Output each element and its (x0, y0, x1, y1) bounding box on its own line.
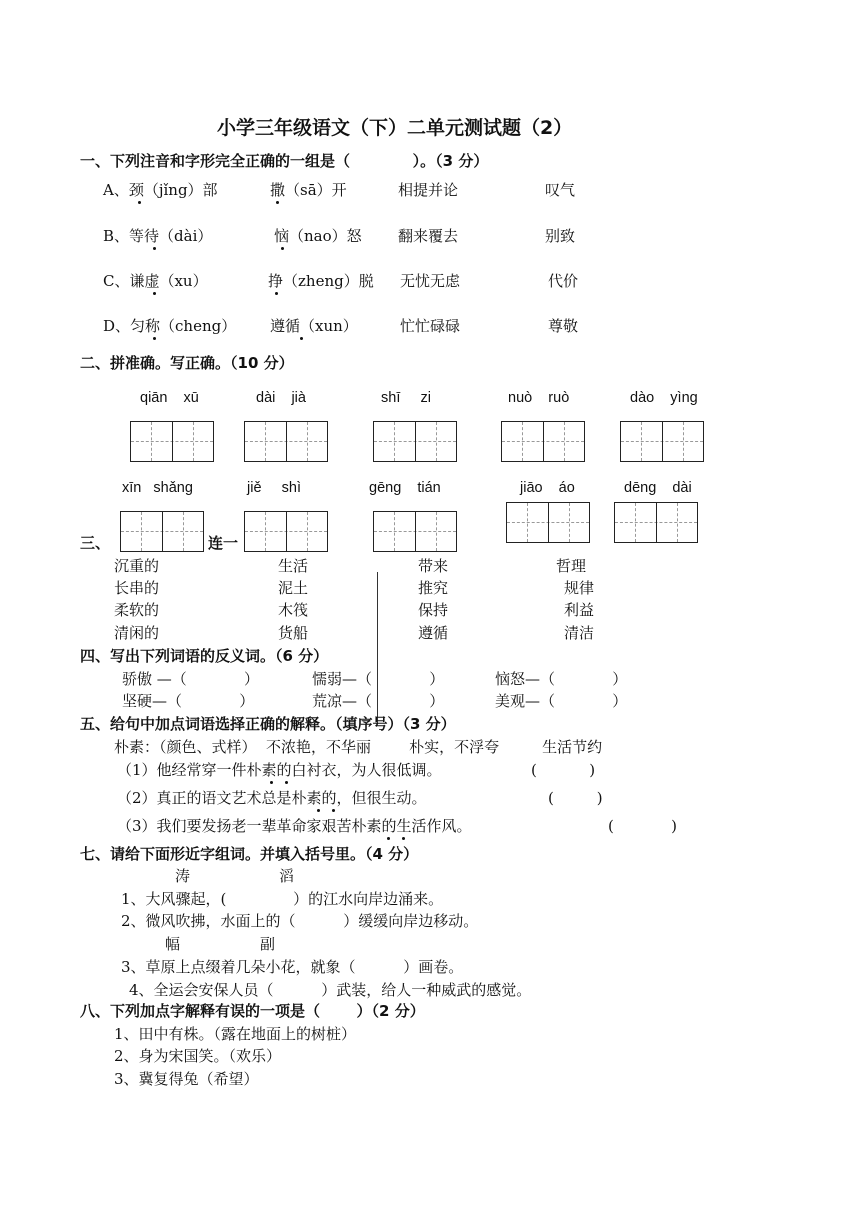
match-col2-item: 货船 (278, 624, 309, 642)
antonym-item: 美观—（ ） (495, 692, 628, 710)
answer-blank-1[interactable]: ( ) (531, 761, 596, 779)
section-3-heading-prefix: 三、 (80, 534, 111, 552)
emphasis-dot (300, 337, 303, 340)
writing-grid[interactable] (620, 421, 704, 462)
match-col4-item: 清洁 (564, 624, 595, 642)
s1-option-b-4: 别致 (545, 227, 576, 245)
emphasis-dot (153, 247, 156, 250)
s1-option-a-1: A、颈（jǐng）部 (103, 181, 218, 199)
match-col3-item: 遵循 (418, 624, 449, 642)
pinyin-label: dài jià (256, 390, 306, 406)
answer-blank-3[interactable]: ( ) (608, 817, 677, 835)
section-5-heading: 五、给句中加点词语选择正确的解释。（填序号）（3 分） (80, 715, 456, 733)
question-3: （3）我们要发扬老一辈革命家艰苦朴素的生活作风。 (117, 817, 472, 835)
section-7-heading: 七、请给下面形近字组词。并填入括号里。（4 分） (80, 845, 419, 863)
antonym-item: 懦弱—（ ） (312, 670, 445, 688)
match-col3-item: 保持 (418, 601, 449, 619)
match-col3-item: 推究 (418, 579, 449, 597)
pinyin-label: nuò ruò (508, 390, 570, 406)
s1-option-b-3: 翻来覆去 (398, 227, 459, 245)
match-col2-item: 泥土 (278, 579, 309, 597)
writing-grid[interactable] (614, 502, 698, 543)
emphasis-dot (270, 781, 273, 784)
s1-option-a-2: 撒（sā）开 (270, 181, 347, 199)
pinyin-label: jiě shì (247, 480, 301, 496)
section-8-heading: 八、下列加点字解释有误的一项是（ ）（2 分） (80, 1002, 425, 1020)
writing-grid[interactable] (373, 421, 457, 462)
emphasis-dot (281, 247, 284, 250)
fill-sentence-2: 2、微风吹拂，水面上的（ ）缓缓向岸边移动。 (121, 912, 479, 930)
s1-option-b-1: B、等待（dài） (103, 227, 213, 245)
section-4-heading: 四、写出下列词语的反义词。（6 分） (80, 647, 329, 665)
pinyin-label: qiān xū (140, 390, 199, 406)
match-col1-item: 清闲的 (114, 624, 160, 642)
section-3-heading-suffix: 连一 (208, 534, 239, 552)
antonym-item: 荒凉—（ ） (312, 692, 445, 710)
emphasis-dot (402, 837, 405, 840)
similar-char: 涛 (175, 867, 191, 885)
explanation-item: 3、冀复得兔（希望） (114, 1070, 259, 1088)
pinyin-label: shī zi (381, 390, 431, 406)
emphasis-dot (153, 337, 156, 340)
s1-option-d-4: 尊敬 (548, 317, 579, 335)
writing-grid[interactable] (506, 502, 590, 543)
writing-grid[interactable] (244, 421, 328, 462)
question-2: （2）真正的语文艺术总是朴素的，但很生动。 (117, 789, 427, 807)
emphasis-dot (153, 292, 156, 295)
similar-char: 滔 (279, 867, 295, 885)
definition-options: 朴素：（颜色、式样） 不浓艳，不华丽 朴实，不浮夸 生活节约 (114, 738, 603, 756)
match-col1-item: 柔软的 (114, 601, 160, 619)
s1-option-d-3: 忙忙碌碌 (400, 317, 461, 335)
match-col3-item: 带来 (418, 557, 449, 575)
match-col4-item: 规律 (564, 579, 595, 597)
explanation-item: 2、身为宋国笑。（欢乐） (114, 1047, 282, 1065)
match-col4-item: 利益 (564, 601, 595, 619)
antonym-item: 骄傲 —（ ） (122, 670, 259, 688)
emphasis-dot (138, 201, 141, 204)
pinyin-label: dēng dài (624, 480, 692, 496)
s1-option-a-3: 相提并论 (398, 181, 459, 199)
fill-sentence-1: 1、大风骤起，( ）的江水向岸边涌来。 (121, 890, 444, 908)
match-col1-item: 长串的 (114, 579, 160, 597)
match-col1-item: 沉重的 (114, 557, 160, 575)
section-2-heading: 二、拼准确。写正确。（10 分） (80, 354, 294, 372)
similar-char: 幅 (165, 935, 181, 953)
explanation-item: 1、田中有株。（露在地面上的树桩） (114, 1025, 357, 1043)
s1-option-d-1: D、匀称（cheng） (103, 317, 237, 335)
emphasis-dot (285, 781, 288, 784)
writing-grid[interactable] (120, 511, 204, 552)
writing-grid[interactable] (130, 421, 214, 462)
page-title: 小学三年级语文（下）二单元测试题（2） (217, 117, 573, 139)
s1-option-a-4: 叹气 (545, 181, 576, 199)
s1-option-d-2: 遵循（xun） (270, 317, 358, 335)
match-col2-item: 木筏 (278, 601, 309, 619)
fill-sentence-3: 3、草原上点缀着几朵小花，就象（ ）画卷。 (121, 958, 464, 976)
match-col2-item: 生活 (278, 557, 309, 575)
pinyin-label: jiāo áo (520, 480, 575, 496)
antonym-item: 恼怒—（ ） (495, 670, 628, 688)
s1-option-c-4: 代价 (548, 272, 579, 290)
writing-grid[interactable] (244, 511, 328, 552)
antonym-item: 坚硬—（ ） (122, 692, 255, 710)
writing-grid[interactable] (373, 511, 457, 552)
similar-char: 副 (260, 935, 276, 953)
emphasis-dot (275, 292, 278, 295)
pinyin-label: xīn shǎng (122, 480, 193, 496)
question-1: （1）他经常穿一件朴素的白衬衣，为人很低调。 (117, 761, 442, 779)
emphasis-dot (332, 809, 335, 812)
answer-blank-2[interactable]: ( ) (548, 789, 603, 807)
match-col4-item: 哲理 (556, 557, 587, 575)
s1-option-c-1: C、谦虚（xu） (103, 272, 208, 290)
pinyin-label: dào yìng (630, 390, 698, 406)
s1-option-c-3: 无忧无虑 (400, 272, 461, 290)
s1-option-c-2: 挣（zheng）脱 (268, 272, 374, 290)
s1-option-b-2: 恼（nao）怒 (274, 227, 362, 245)
emphasis-dot (276, 201, 279, 204)
pinyin-label: gēng tián (369, 480, 441, 496)
emphasis-dot (387, 837, 390, 840)
emphasis-dot (317, 809, 320, 812)
fill-sentence-4: 4、全运会安保人员（ ）武装，给人一种威武的感觉。 (129, 981, 532, 999)
writing-grid[interactable] (501, 421, 585, 462)
section-1-heading: 一、下列注音和字形完全正确的一组是（ ）。（3 分） (80, 152, 489, 170)
